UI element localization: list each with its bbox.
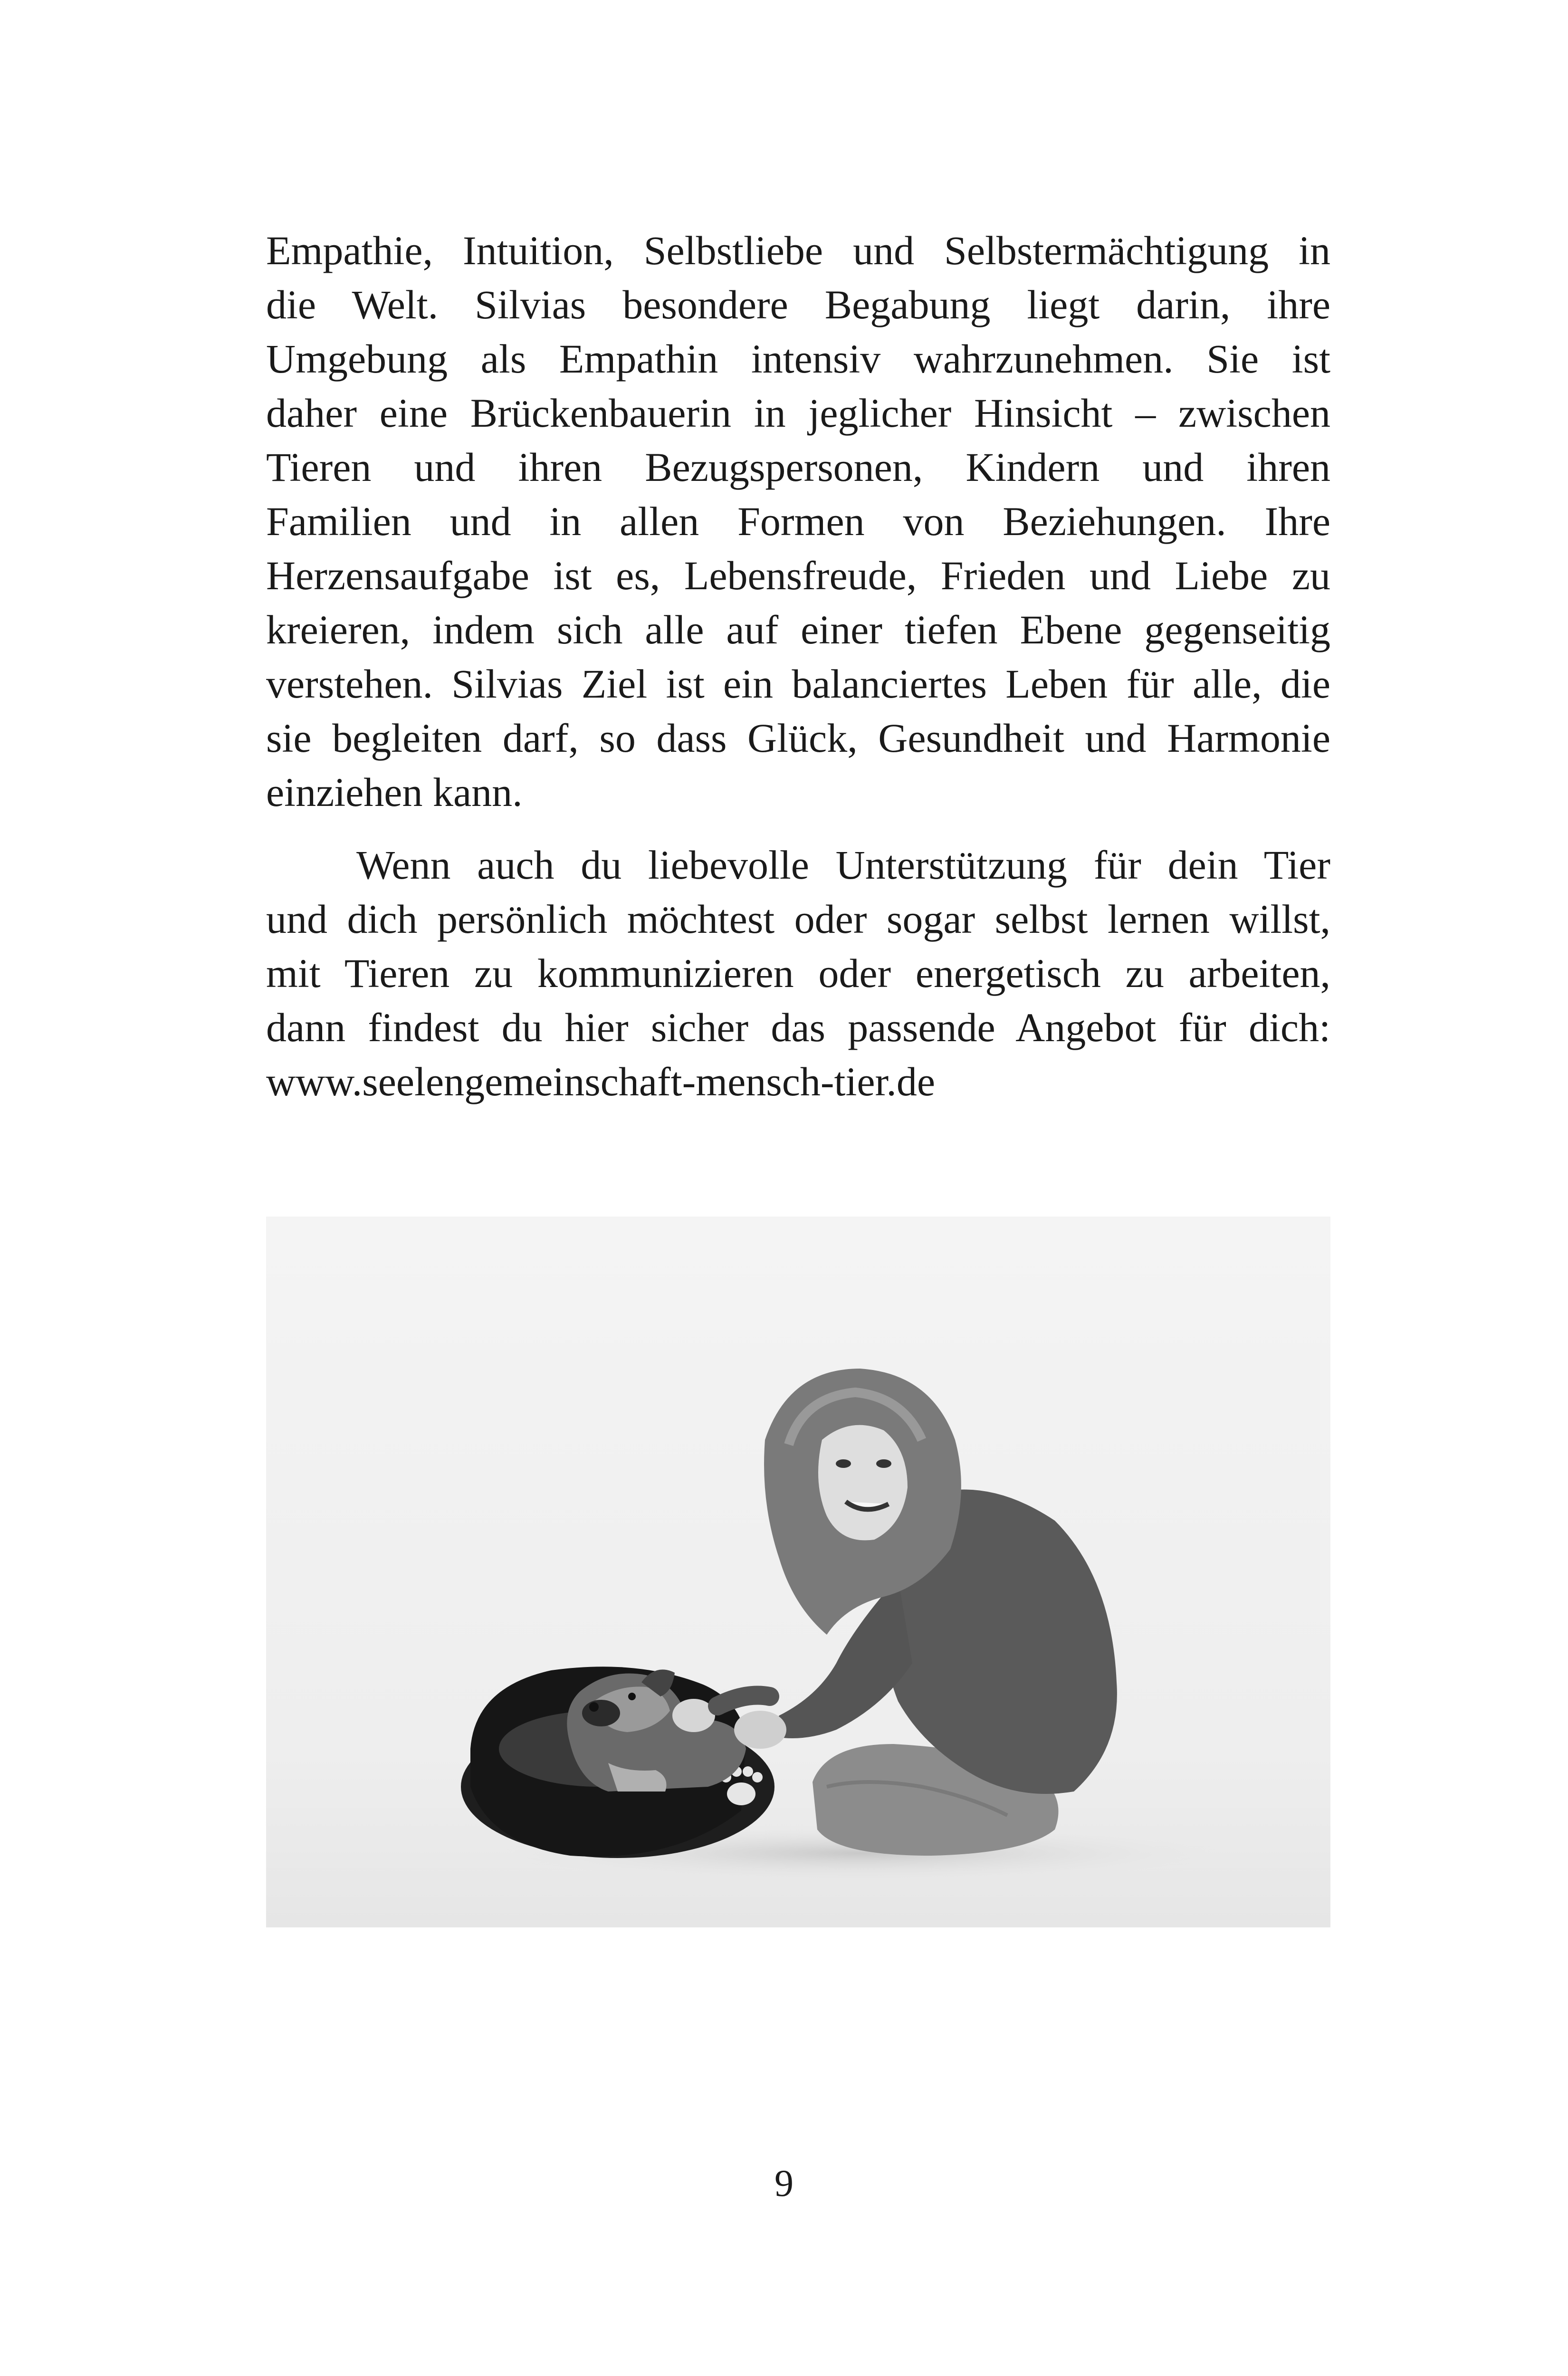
text-line: verstehen. Silvias Ziel ist ein balanciertes Leben für alle, die	[266, 661, 1330, 707]
text-line: daher eine Brückenbauerin in jeglicher Hinsicht – zwischen	[266, 390, 1330, 436]
paragraph-2	[266, 838, 1330, 1109]
text-line: Herzensaufgabe ist es, Lebensfreude, Frieden und Liebe zu	[266, 553, 1330, 598]
text-line: Empathie, Intuition, Selbstliebe und Selbstermächtigung in	[266, 228, 1330, 273]
text-line: dann findest du hier sicher das passende Angebot für dich:	[266, 1005, 1330, 1050]
text-line: Tieren und ihren Bezugspersonen, Kindern und ihren	[266, 444, 1330, 490]
text-line: und dich persönlich möchtest oder sogar selbst lernen willst,	[266, 896, 1330, 942]
text-line: einziehen kann.	[266, 769, 523, 815]
text-line: Wenn auch du liebevolle Unterstützung für dein Tier	[356, 842, 1330, 888]
text-line: Familien und in allen Formen von Beziehungen. Ihre	[266, 498, 1330, 544]
photo-woman-with-dog	[266, 1217, 1330, 1927]
website-url: www.seelengemeinschaft-mensch-tier.de	[266, 1059, 936, 1104]
page-number: 9	[774, 2163, 794, 2204]
paragraph-1	[266, 223, 1330, 819]
text-line: sie begleiten darf, so dass Glück, Gesundheit und Harmonie	[266, 715, 1330, 761]
text-line: die Welt. Silvias besondere Begabung liegt darin, ihre	[266, 282, 1330, 327]
text-line: Umgebung als Empathin intensiv wahrzunehmen. Sie ist	[266, 336, 1330, 382]
text-line: mit Tieren zu kommunizieren oder energetisch zu arbeiten,	[266, 950, 1330, 996]
text-line: kreieren, indem sich alle auf einer tiefen Ebene gegenseitig	[266, 607, 1330, 652]
photo-illustration	[266, 1217, 1330, 1927]
